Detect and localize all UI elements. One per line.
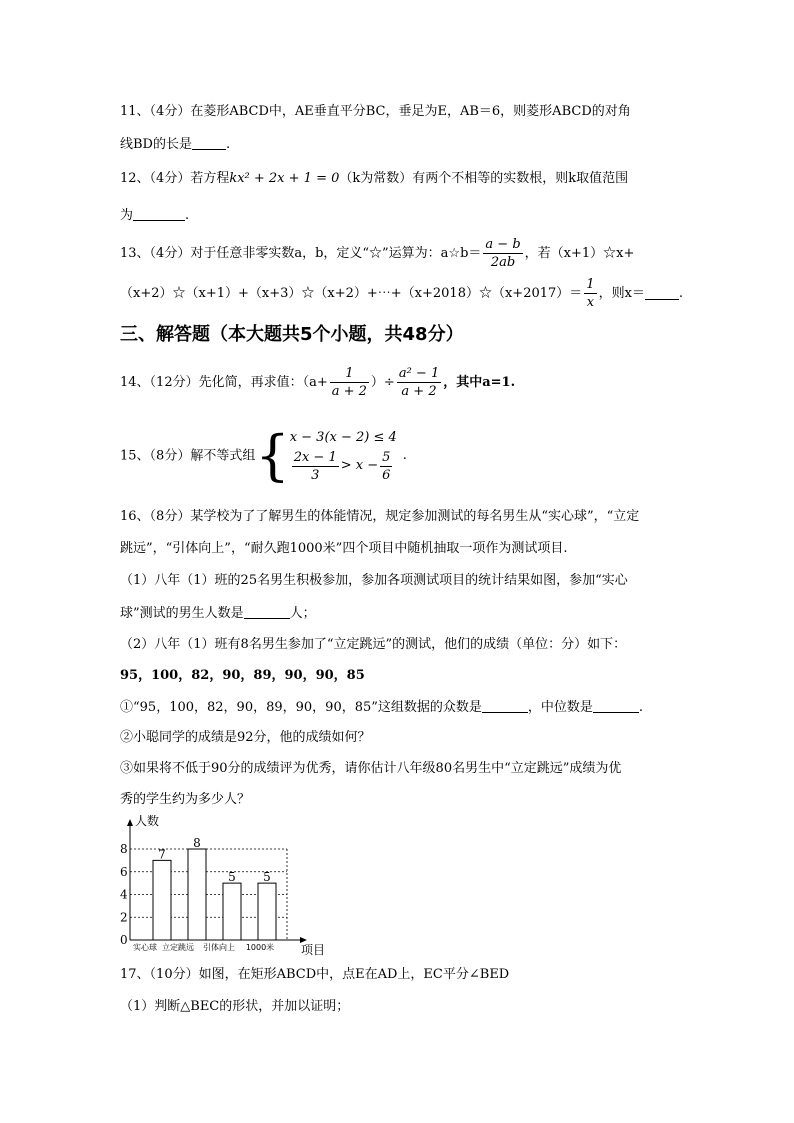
- chart-categories: [133, 942, 274, 952]
- q14-fraction-1: $\frac{1}{a + 2}$: [331, 366, 367, 399]
- q13-fraction-2: $\frac{1}{x}$: [586, 277, 595, 310]
- answer-blank: [192, 137, 226, 150]
- y-tick-label: 6: [120, 864, 128, 879]
- q16-line1: 16、（8分）某学校为了了解男生的体能情况，规定参加测试的每名男生从“实心球”，“立定: [120, 509, 640, 524]
- bar-data-label: 5: [228, 870, 236, 885]
- q14: 14、（12分）先化简，再求值：（a+ $\frac{1}{a + 2}$ ）÷ $\frac{\text{a² − 1}}{a + 2}$ ，其中a=1.: [120, 366, 516, 399]
- bar: [188, 849, 206, 940]
- inequality-system: x − 3(x − 2) ≤ 4 $\frac{2x - 1}{3}$ > x − $\frac{5}{6}$: [289, 430, 397, 483]
- answer-blank: [133, 208, 185, 221]
- system-brace: {: [255, 423, 290, 487]
- section-3-heading: 三、解答题（本大题共5个小题，共48分）: [120, 324, 464, 345]
- answer-blank: [244, 606, 290, 619]
- q16-line2: 跳远”，“引体向上”，“耐久跑1000米”四个项目中随机抽取一项作为测试项目.: [120, 541, 568, 556]
- q13-line1: 13、（4分）对于任意非零实数a，b，定义“☆”运算为：a☆b＝ $\frac{a - b}{2ab}$ ，若（x+1）☆x+: [120, 237, 635, 270]
- q17-line1: 17、（10分）如图，在矩形ABCD中，点E在AD上，EC平分∠BED: [120, 967, 510, 982]
- q12-line2: 为 .: [120, 208, 190, 223]
- q16-sub3-line2: 秀的学生约为多少人？: [120, 792, 251, 807]
- bar: [153, 860, 171, 940]
- q12-line1: 12、（4分）若方程kx² + 2x + 1 = 0（k为常数）有两个不相等的实数根，则k取值范围: [120, 171, 629, 186]
- q17-part1: （1）判断△BEC的形状，并加以证明；: [120, 999, 350, 1014]
- bar-data-label: 7: [158, 847, 166, 862]
- chart-y-ticks: [120, 842, 128, 947]
- y-axis-arrow: [127, 819, 133, 826]
- y-tick-label: 8: [120, 842, 128, 856]
- y-axis-label: 人数: [135, 815, 160, 828]
- q16-part2-line1: （2）八年（1）班有8名男生参加了“立定跳远”的测试，他们的成绩（单位：分）如下：: [120, 637, 627, 652]
- category-label: 引体向上: [203, 943, 235, 952]
- chart-bars: [153, 836, 276, 940]
- x-axis-label: 项目: [301, 943, 326, 957]
- y-tick-label: 4: [120, 887, 128, 902]
- q12-equation: kx² + 2x + 1 = 0: [229, 171, 340, 186]
- bar-data-label: 5: [263, 870, 271, 885]
- answer-blank: [482, 700, 528, 713]
- q16-part1-line2: 球”测试的男生人数是 人；: [120, 606, 316, 621]
- q13-line2: （x+2）☆（x+1）+（x+3）☆（x+2）+⋯+（x+2018）☆（x+2017）＝ $\frac{1}{x}$ ，则x＝ .: [120, 277, 684, 310]
- q13-fraction: $\frac{a - b}{2ab}$: [485, 237, 521, 270]
- q16-scores: 95，100，82，90，89，90，90，85: [120, 668, 365, 683]
- q16-sub2: ②小聪同学的成绩是92分，他的成绩如何？: [120, 730, 371, 745]
- y-tick-label: 2: [120, 910, 128, 925]
- q15: 15、（8分）解不等式组{ x − 3(x − 2) ≤ 4 $\frac{2x - 1}{3}$ > x − $\frac{5}{6}$ .: [120, 423, 407, 487]
- y-tick-label: 0: [120, 933, 128, 947]
- answer-blank: [645, 287, 679, 300]
- q11-line1: 11、（4分）在菱形ABCD中，AE垂直平分BC，垂足为E，AB＝6，则菱形ABCD的对角: [120, 104, 631, 119]
- bar: [223, 883, 241, 940]
- q14-fraction-2: $\frac{\text{a² − 1}}{a + 2}$: [398, 366, 440, 399]
- category-label: 立定跳远: [162, 943, 194, 952]
- answer-blank: [593, 700, 639, 713]
- q11-line2: 线BD的长是 .: [120, 137, 231, 152]
- category-label: 1000米: [245, 943, 275, 952]
- bar-chart: [115, 815, 345, 960]
- q16-sub3-line1: ③如果将不低于90分的成绩评为优秀，请你估计八年级80名男生中“立定跳远”成绩为优: [120, 761, 622, 776]
- bar: [258, 883, 276, 940]
- q16-sub1: ①“95，100，82，90，89，90，90，85”这组数据的众数是 ，中位数是 .: [120, 700, 644, 715]
- bar-data-label: 8: [193, 836, 201, 850]
- q16-part1-line1: （1）八年（1）班的25名男生积极参加，参加各项测试项目的统计结果如图，参加“实心: [120, 573, 628, 588]
- category-label: 实心球: [133, 943, 157, 952]
